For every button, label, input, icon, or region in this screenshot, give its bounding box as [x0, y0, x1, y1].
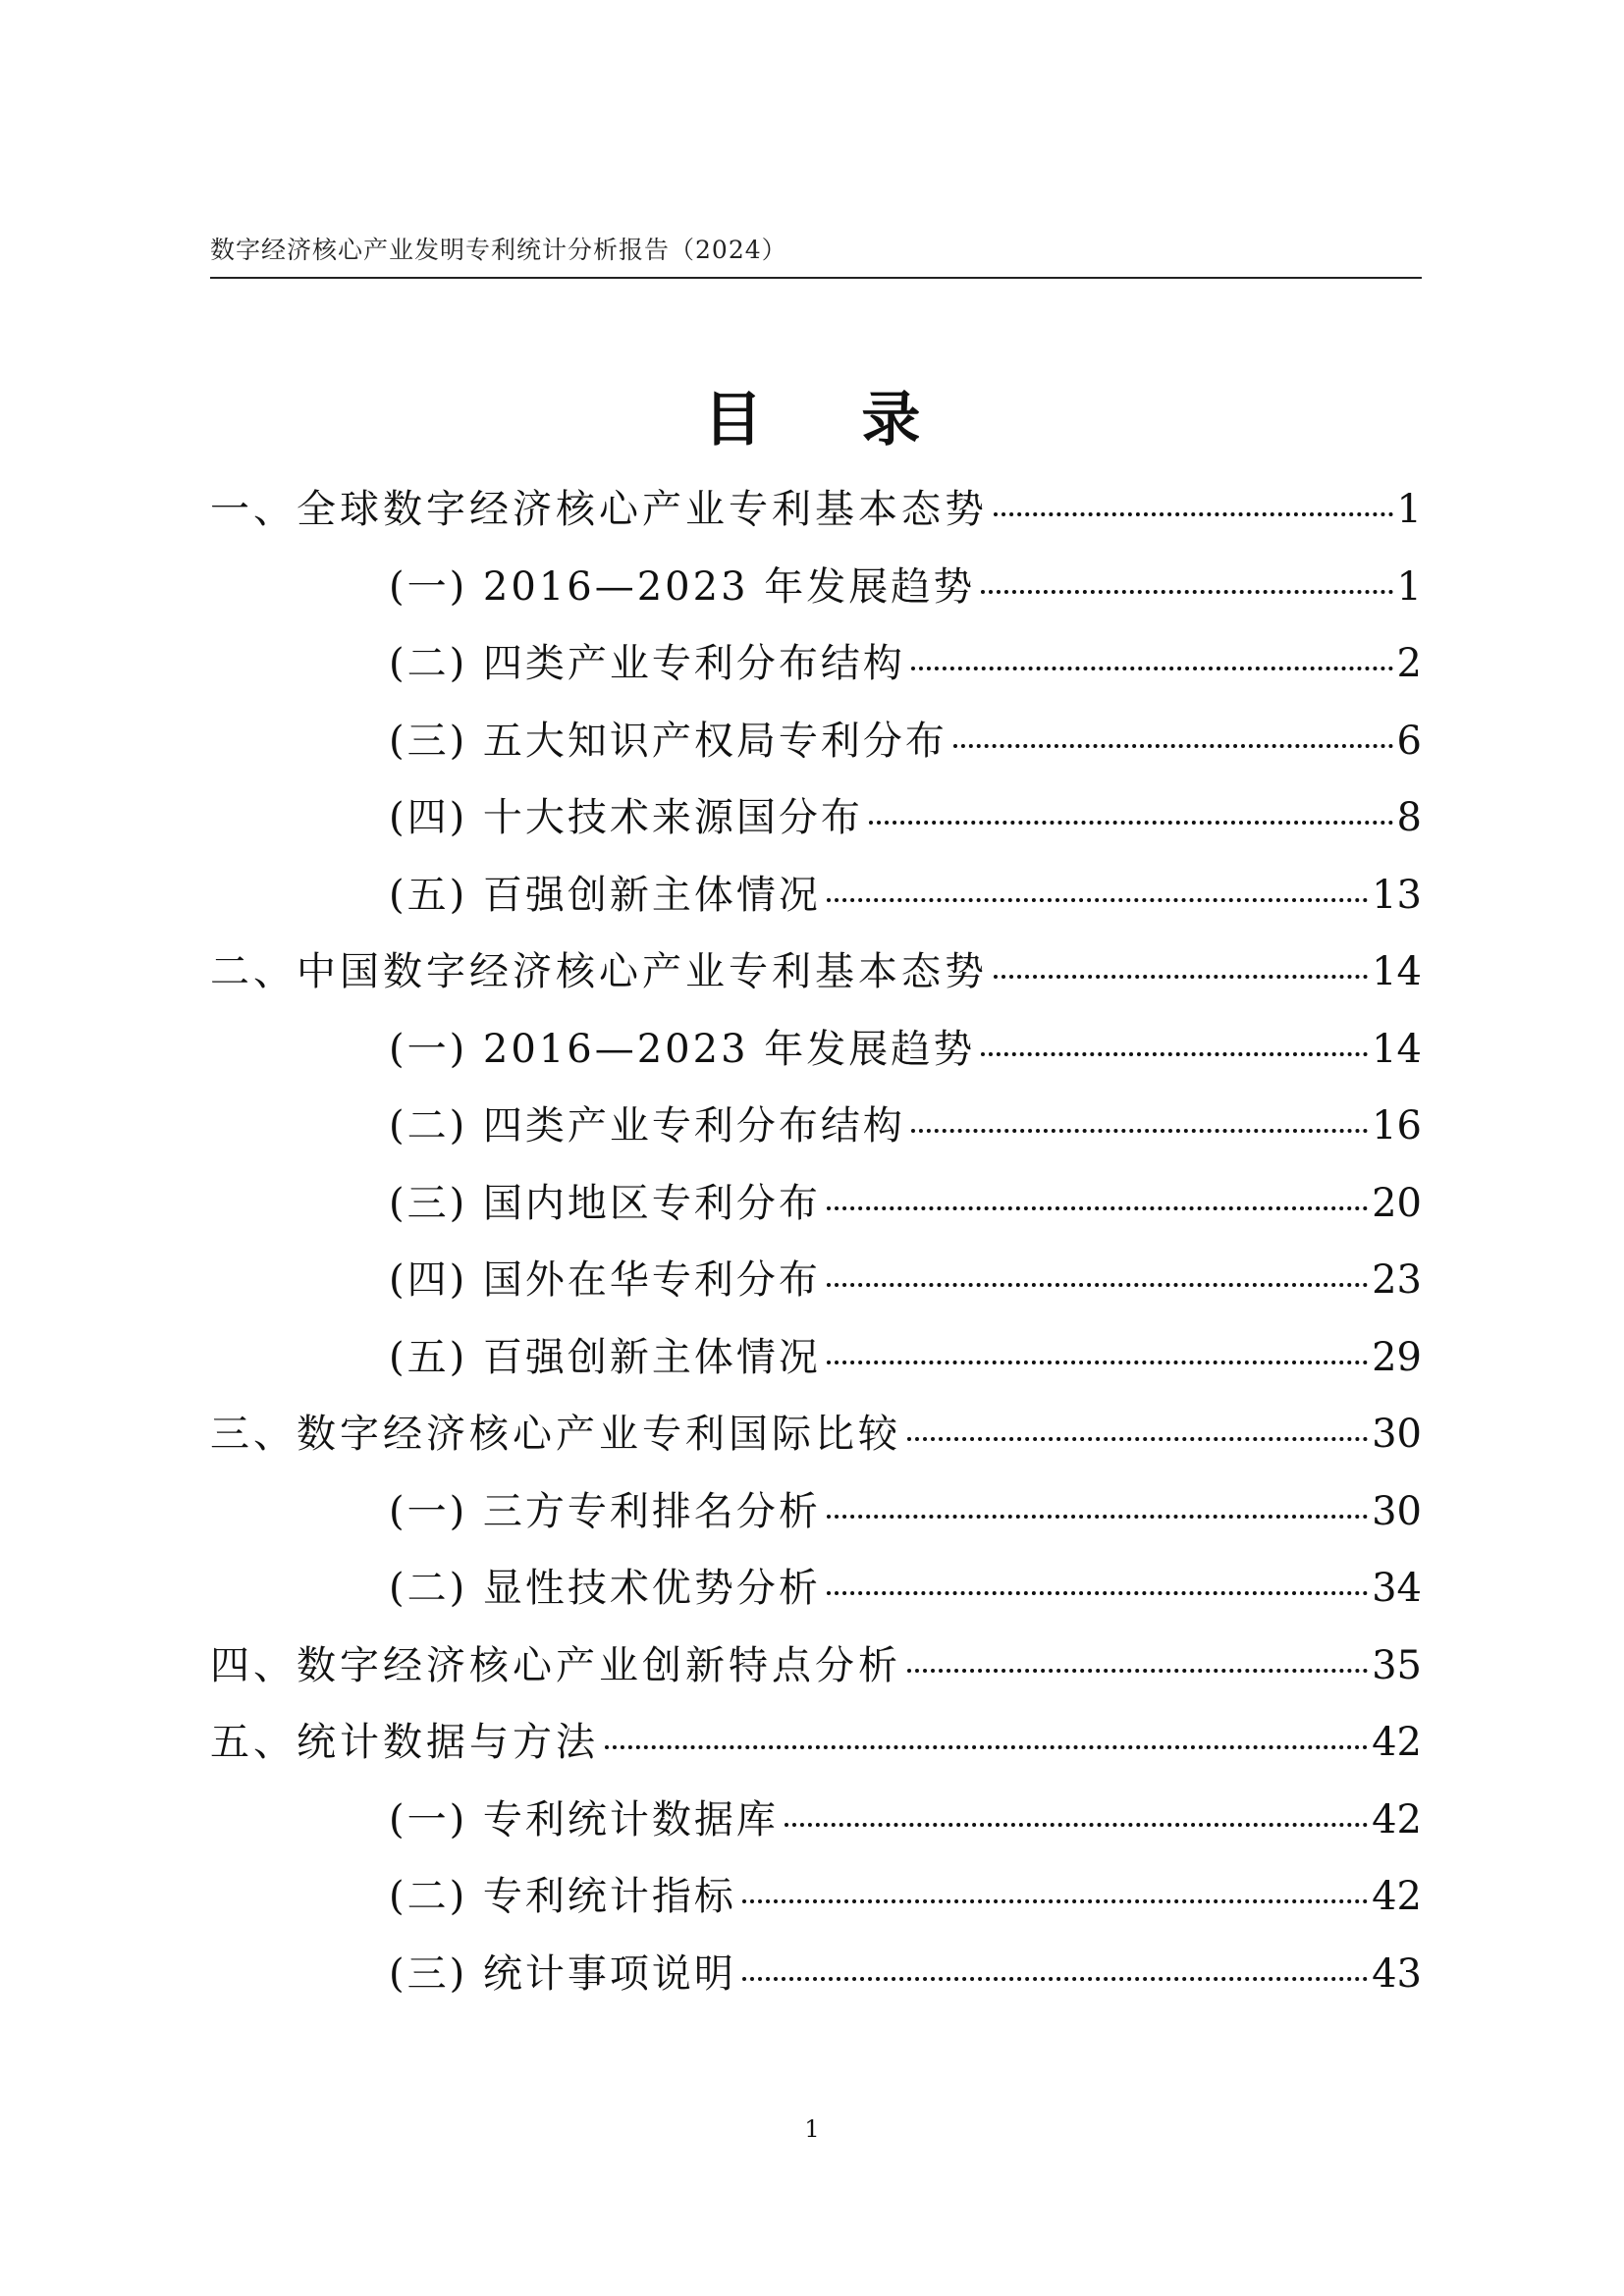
toc-entry-page: 8	[1396, 795, 1422, 840]
toc-entry-page: 1	[1396, 563, 1422, 610]
toc-entry-label: (二) 显性技术优势分析	[389, 1566, 821, 1611]
toc-entry-label: (五) 百强创新主体情况	[389, 872, 821, 918]
toc-dot-leader	[827, 898, 1368, 902]
toc-dot-leader	[827, 1361, 1368, 1364]
toc-dot-leader	[953, 744, 1393, 748]
toc-dot-leader	[827, 1591, 1368, 1595]
toc-section-entry[interactable]	[210, 1329, 1422, 1407]
toc-section-entry[interactable]	[210, 635, 1422, 713]
page-number: 1	[804, 2115, 820, 2143]
toc-section-entry[interactable]	[210, 789, 1422, 867]
toc-entry-label: 二、中国数字经济核心产业专利基本态势	[210, 949, 988, 994]
toc-section-entry[interactable]	[210, 1560, 1422, 1637]
toc-section-entry[interactable]	[210, 1097, 1422, 1175]
table-of-contents	[210, 481, 1422, 2022]
toc-dot-leader	[605, 1745, 1368, 1749]
toc-dot-leader	[981, 590, 1392, 594]
page-title: 目 录	[703, 386, 960, 455]
toc-chapter-entry[interactable]	[210, 1714, 1422, 1791]
toc-entry-page: 29	[1372, 1334, 1422, 1380]
toc-entry-page: 42	[1372, 1874, 1422, 1919]
toc-entry-page: 43	[1372, 1950, 1422, 1997]
toc-entry-page: 35	[1372, 1642, 1422, 1688]
toc-dot-leader	[827, 1283, 1368, 1287]
toc-entry-page: 30	[1372, 1488, 1422, 1534]
toc-entry-label: (二) 四类产业专利分布结构	[389, 1103, 905, 1148]
toc-section-entry[interactable]	[210, 713, 1422, 790]
toc-dot-leader	[869, 821, 1393, 825]
toc-entry-page: 1	[1396, 487, 1422, 532]
toc-entry-page: 14	[1372, 1026, 1422, 1072]
toc-entry-page: 14	[1372, 949, 1422, 994]
toc-section-entry[interactable]	[210, 1868, 1422, 1946]
toc-dot-leader	[827, 1206, 1368, 1210]
toc-section-entry[interactable]	[210, 1252, 1422, 1329]
toc-entry-label: 五、统计数据与方法	[210, 1720, 599, 1765]
toc-entry-label: (二) 专利统计指标	[389, 1874, 736, 1919]
toc-entry-label: (三) 统计事项说明	[389, 1950, 736, 1997]
toc-entry-page: 42	[1372, 1796, 1422, 1842]
header-rule	[210, 277, 1422, 279]
toc-entry-page: 6	[1396, 718, 1422, 764]
running-header: 数字经济核心产业发明专利统计分析报告（2024）	[210, 236, 787, 264]
toc-entry-label: (一) 2016—2023 年发展趋势	[389, 563, 976, 610]
toc-entry-label: (三) 五大知识产权局专利分布	[389, 718, 947, 764]
toc-dot-leader	[907, 1669, 1368, 1673]
toc-entry-label: (三) 国内地区专利分布	[389, 1180, 821, 1226]
toc-section-entry[interactable]	[210, 559, 1422, 636]
toc-entry-label: (四) 国外在华专利分布	[389, 1257, 821, 1303]
toc-entry-page: 2	[1396, 641, 1422, 686]
toc-entry-page: 13	[1372, 872, 1422, 918]
toc-section-entry[interactable]	[210, 1791, 1422, 1869]
toc-entry-label: (四) 十大技术来源国分布	[389, 795, 863, 840]
toc-chapter-entry[interactable]	[210, 481, 1422, 559]
toc-entry-label: 三、数字经济核心产业专利国际比较	[210, 1412, 901, 1457]
toc-entry-page: 16	[1372, 1103, 1422, 1148]
toc-entry-label: (二) 四类产业专利分布结构	[389, 641, 905, 686]
toc-section-entry[interactable]	[210, 867, 1422, 944]
toc-section-entry[interactable]	[210, 1946, 1422, 2023]
toc-entry-page: 34	[1372, 1566, 1422, 1611]
toc-chapter-entry[interactable]	[210, 943, 1422, 1021]
toc-dot-leader	[981, 1052, 1368, 1056]
toc-entry-label: (一) 专利统计数据库	[389, 1796, 779, 1842]
toc-dot-leader	[742, 1977, 1368, 1981]
toc-dot-leader	[911, 667, 1393, 670]
toc-entry-page: 23	[1372, 1257, 1422, 1303]
toc-entry-label: 一、全球数字经济核心产业专利基本态势	[210, 487, 988, 532]
toc-entry-label: (一) 三方专利排名分析	[389, 1488, 821, 1534]
toc-chapter-entry[interactable]	[210, 1637, 1422, 1715]
toc-chapter-entry[interactable]	[210, 1406, 1422, 1483]
toc-dot-leader	[907, 1437, 1368, 1441]
toc-section-entry[interactable]	[210, 1483, 1422, 1561]
toc-dot-leader	[994, 975, 1368, 979]
toc-entry-label: (五) 百强创新主体情况	[389, 1334, 821, 1380]
toc-dot-leader	[785, 1823, 1368, 1827]
toc-dot-leader	[742, 1899, 1368, 1903]
toc-entry-label: (一) 2016—2023 年发展趋势	[389, 1026, 976, 1072]
toc-section-entry[interactable]	[210, 1021, 1422, 1098]
toc-entry-page: 20	[1372, 1180, 1422, 1226]
toc-section-entry[interactable]	[210, 1175, 1422, 1253]
toc-dot-leader	[994, 512, 1393, 516]
toc-dot-leader	[827, 1515, 1368, 1519]
toc-entry-page: 30	[1372, 1412, 1422, 1457]
toc-entry-label: 四、数字经济核心产业创新特点分析	[210, 1642, 901, 1688]
toc-dot-leader	[911, 1129, 1368, 1133]
toc-entry-page: 42	[1372, 1720, 1422, 1765]
